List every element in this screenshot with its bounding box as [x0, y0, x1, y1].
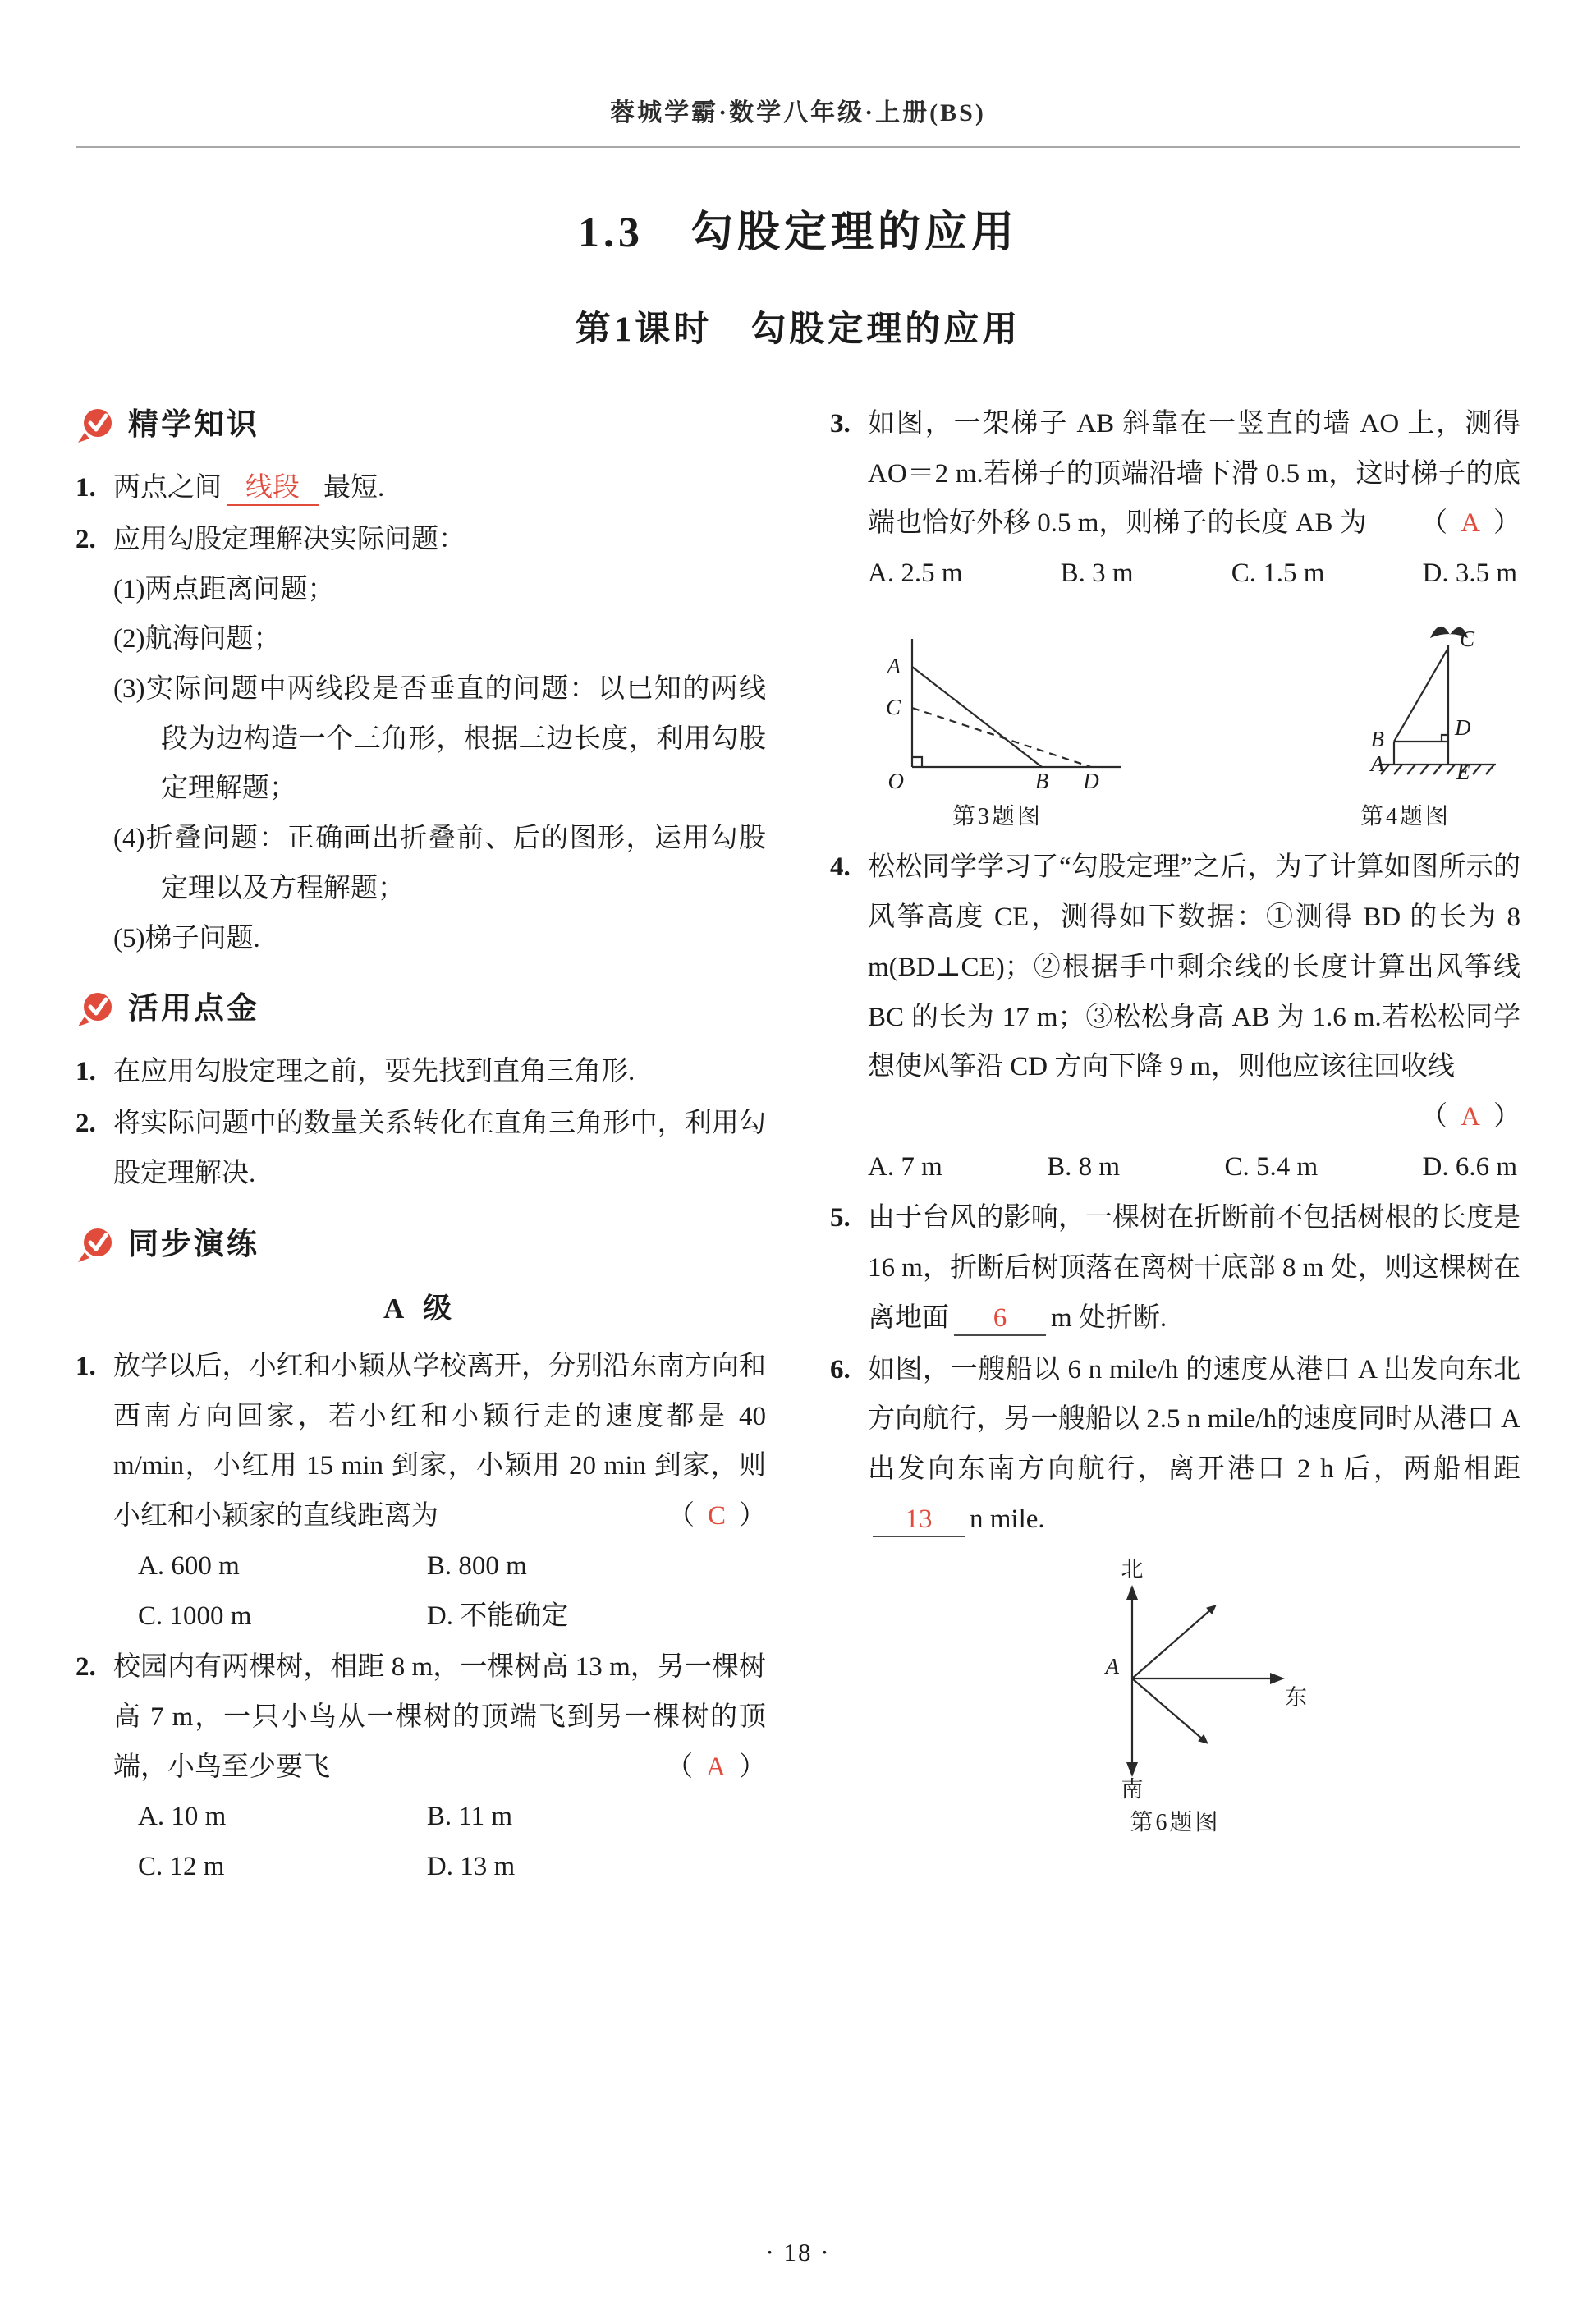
option-d: D. 13 m [426, 1852, 516, 1882]
option-a: A. 600 m [138, 1550, 240, 1581]
answer-letter: A [1461, 1101, 1480, 1132]
option-a: A. 10 m [138, 1802, 227, 1832]
option-b: B. 11 m [426, 1802, 513, 1832]
knowledge-subitem: (4)折叠问题：正确画出折叠前、后的图形，运用勾股定理以及方程解题； [113, 824, 766, 903]
check-badge-icon-svg [76, 990, 115, 1029]
options-row [868, 549, 1520, 599]
running-head: 蓉城学霸·数学八年级·上册(BS) [76, 92, 1520, 148]
option-a: A. 2.5 m [868, 558, 963, 589]
two-column-layout [76, 397, 1520, 1894]
paren-close: ） [739, 1752, 766, 1782]
fig4-label-D: D [1455, 714, 1471, 740]
fig6-label-A: A [1105, 1654, 1119, 1679]
item-number: 2. [76, 524, 96, 554]
figure-caption: 第3题图 [952, 803, 1043, 829]
figure-question-4 [1299, 612, 1512, 838]
fig4-label-C: C [1460, 626, 1475, 651]
option-c: C. 5.4 m [1224, 1151, 1319, 1182]
fig3-label-O: O [887, 768, 904, 793]
knowledge-subitem: (2)航海问题； [113, 624, 281, 654]
chapter-title: 1.3 勾股定理的应用 [577, 209, 1018, 256]
kite-height-diagram [1299, 612, 1512, 794]
question-number: 1. [76, 1351, 96, 1381]
question-4 [830, 843, 1520, 1192]
fig4-label-A: A [1370, 751, 1384, 776]
option-d: D. 不能确定 [426, 1600, 569, 1631]
figures-q3-q4 [830, 600, 1520, 842]
knowledge-subitem: (3)实际问题中两线段是否垂直的问题：以已知的两线段为边构造一个三角形，根据三边长度，利用勾股定理解题； [113, 673, 766, 804]
fig3-label-B: B [1034, 768, 1049, 793]
question-text: 校园内有两棵树，相距 8 m，一棵树高 13 m，另一棵树高 7 m，一只小鸟从一棵树的顶端飞到另一棵树的顶端，小鸟至少要飞 [113, 1652, 766, 1782]
question-3 [830, 399, 1520, 599]
fill-blank-answer: 6 [954, 1303, 1046, 1336]
question-number: 6. [830, 1354, 851, 1385]
option-a: A. 7 m [868, 1151, 942, 1182]
fig3-label-C: C [885, 694, 901, 719]
item-text: 最短. [323, 473, 385, 503]
fig6-label-north: 北 [1121, 1557, 1144, 1582]
option-b: B. 3 m [1060, 558, 1134, 589]
answer-slot [1420, 1092, 1520, 1142]
figure-caption: 第4题图 [1360, 803, 1451, 829]
item-text: 在应用勾股定理之前，要先找到直角三角形. [113, 1057, 635, 1087]
tip-item-1 [76, 1047, 766, 1097]
fig4-label-E: E [1456, 759, 1470, 784]
item-text: 将实际问题中的数量关系转化在直角三角形中，利用勾股定理解决. [113, 1109, 766, 1188]
answer-letter: A [1461, 508, 1480, 539]
question-number: 3. [830, 409, 851, 439]
page-number: · 18 · [765, 2238, 831, 2266]
section-title: 同步演练 [128, 1227, 259, 1261]
check-badge-icon [76, 1225, 115, 1265]
paren-open: （ [1420, 1101, 1448, 1132]
ladder-wall-diagram [858, 626, 1137, 794]
question-text: 由于台风的影响，一棵树在折断前不包括树根的长度是 16 m，折断后树顶落在离树干底部 8 m 处，则这棵树在离地面 [868, 1203, 1520, 1333]
question-2 [76, 1642, 766, 1892]
fig3-label-A: A [887, 653, 901, 678]
level-label: A 级 [383, 1292, 459, 1325]
options-grid [113, 1792, 766, 1891]
question-text: 如图，一架梯子 AB 斜靠在一竖直的墙 AO 上，测得 AO＝2 m.若梯子的顶端沿墙下滑 0.5 m，这时梯子的底端也恰好外移 0.5 m，则梯子的长度 AB 为 [868, 409, 1520, 539]
section-title: 活用点金 [128, 992, 259, 1026]
paren-close: ） [739, 1501, 766, 1532]
figure-caption: 第6题图 [1130, 1810, 1221, 1836]
knowledge-item-1 [76, 463, 766, 513]
question-text: n mile. [970, 1504, 1045, 1534]
item-number: 1. [76, 1057, 96, 1087]
lesson-title: 第1课时 勾股定理的应用 [575, 310, 1021, 349]
option-c: C. 1.5 m [1231, 558, 1325, 589]
check-badge-icon [76, 406, 115, 445]
knowledge-item-2 [76, 515, 766, 963]
item-number: 2. [76, 1109, 96, 1139]
fig4-label-B: B [1370, 726, 1384, 751]
section-heading-practice [76, 1217, 766, 1273]
fill-blank-answer: 13 [873, 1504, 965, 1537]
compass-directions-diagram [1034, 1554, 1317, 1800]
right-column [830, 397, 1520, 1894]
answer-slot [1420, 498, 1520, 549]
option-c: C. 1000 m [138, 1600, 252, 1631]
section-title: 精学知识 [128, 408, 259, 442]
answer-slot [666, 1743, 766, 1793]
option-d: D. 6.6 m [1422, 1151, 1517, 1182]
options-grid [113, 1541, 766, 1641]
option-b: B. 8 m [1047, 1151, 1121, 1182]
knowledge-subitem: (5)梯子问题. [113, 923, 260, 953]
section-heading-knowledge [76, 397, 766, 453]
section-heading-tips [76, 981, 766, 1037]
question-text: 松松同学学习了“勾股定理”之后，为了计算如图所示的风筝高度 CE，测得如下数据：①测得 BD 的长为 8 m(BD⊥CE)；②根据手中剩余线的长度计算出风筝线 BC 的长为 17 m；③松松身高 AB 为 1.6 m.若松松同学想使风筝沿 CD 方向下降 9 m，则他应该往回收线 [868, 852, 1520, 1082]
paren-open: （ [1420, 508, 1448, 539]
fill-blank-answer: 线段 [227, 473, 319, 506]
answer-letter: C [707, 1501, 726, 1532]
question-text: 如图，一艘船以 6 n mile/h 的速度从港口 A 出发向东北方向航行，另一艘船以 2.5 n mile/h的速度同时从港口 A 出发向东南方向航行，离开港口 2 h 后，两船相距 [868, 1354, 1520, 1485]
knowledge-subitem: (1)两点距离问题； [113, 574, 335, 604]
left-column [76, 397, 766, 1894]
paren-open: （ [666, 1752, 694, 1782]
question-6 [830, 1345, 1520, 1545]
answer-slot [667, 1491, 766, 1541]
question-number: 5. [830, 1203, 851, 1233]
option-c: C. 12 m [138, 1852, 225, 1882]
answer-letter: A [706, 1752, 726, 1782]
fig6-label-east: 东 [1285, 1685, 1307, 1711]
check-badge-icon-svg [76, 406, 115, 445]
figure-question-6 [830, 1545, 1520, 1844]
tip-item-2 [76, 1099, 766, 1198]
item-text: 应用勾股定理解决实际问题： [113, 524, 466, 554]
check-badge-icon [76, 990, 115, 1029]
item-number: 1. [76, 473, 96, 503]
paren-open: （ [667, 1501, 695, 1532]
question-number: 4. [830, 852, 851, 883]
paren-close: ） [1493, 508, 1520, 539]
question-text: 放学以后，小红和小颖从学校离开，分别沿东南方向和西南方向回家，若小红和小颖行走的速度都是 40 m/min，小红用 15 min 到家，小颖用 20 min 到家，则小红和小颖家的直线距离为 [113, 1351, 766, 1532]
question-text: m 处折断. [1051, 1302, 1167, 1333]
paren-close: ） [1493, 1101, 1520, 1132]
option-b: B. 800 m [426, 1550, 527, 1581]
item-text: 两点之间 [113, 473, 222, 503]
question-1 [76, 1342, 766, 1641]
figure-question-3 [858, 626, 1137, 838]
check-badge-icon-svg [76, 1225, 115, 1265]
options-row [868, 1142, 1520, 1192]
fig6-label-south: 南 [1121, 1777, 1144, 1801]
question-5 [830, 1193, 1520, 1343]
question-number: 2. [76, 1652, 96, 1683]
option-d: D. 3.5 m [1422, 558, 1517, 589]
fig3-label-D: D [1083, 768, 1099, 793]
